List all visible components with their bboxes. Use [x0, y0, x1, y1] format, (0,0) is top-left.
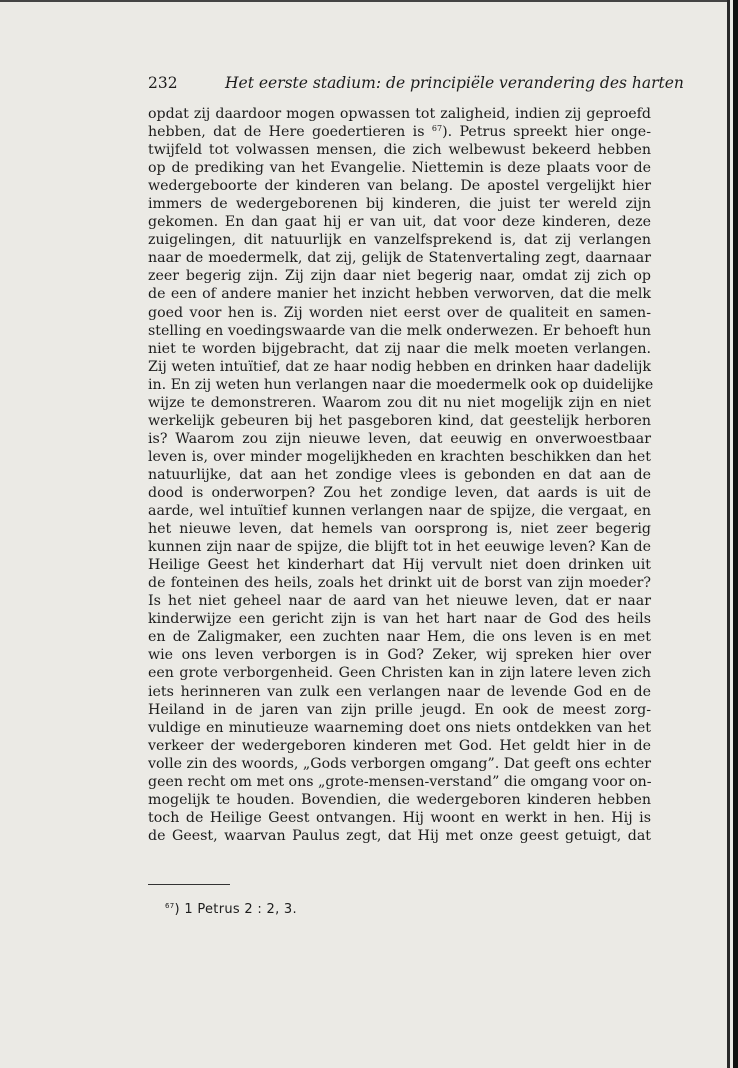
body-line: niet te worden bijgebracht, dat zij naar die melk moeten verlangen.: [148, 340, 651, 357]
body-line: [148, 123, 651, 141]
body-line: en de Zaligmaker, een zuchten naar Hem, die ons leven is en met: [148, 629, 651, 646]
body-line-text: ). Petrus spreekt hier onge-: [442, 124, 651, 141]
body-line: Is het niet geheel naar de aard van het nieuwe leven, dat er naar: [148, 593, 651, 610]
body-line: de fonteinen des heils, zoals het drinkt uit de borst van zijn moeder?: [148, 575, 651, 592]
body-line: kunnen zijn naar de spijze, die blijft tot in het eeuwige leven? Kan de: [148, 539, 651, 556]
page-edge-shadow: [733, 0, 738, 1068]
body-line: Heilige Geest het kinderhart dat Hij vervult niet doen drinken uit: [148, 557, 651, 574]
body-line: het nieuwe leven, dat hemels van oorsprong is, niet zeer begerig: [148, 521, 651, 538]
body-line: kinderwijze een gericht zijn is van het hart naar de God des heils: [148, 611, 651, 628]
footnote-ref: 67: [165, 902, 175, 910]
body-line: in. En zij weten hun verlangen naar die moedermelk ook op duidelijke: [148, 376, 654, 393]
body-line: dood is onderworpen? Zou het zondige leven, dat aards is uit de: [148, 484, 651, 501]
running-header: [148, 74, 684, 96]
body-line: wie ons leven verborgen is in God? Zeker, wij spreken hier over: [148, 647, 651, 664]
body-line: leven is, over minder mogelijkheden en krachten beschikken dan het: [148, 448, 651, 465]
body-line: wedergeboorte der kinderen van belang. De apostel vergelijkt hier: [148, 178, 651, 195]
body-line: volle zin des woords, „Gods verborgen omgang”. Dat geeft ons echter: [148, 755, 651, 772]
body-line: mogelijk te houden. Bovendien, die wedergeboren kinderen hebben: [148, 791, 651, 808]
body-line: een grote verborgenheid. Geen Christen kan in zijn latere leven zich: [148, 665, 651, 682]
body-line: de Geest, waarvan Paulus zegt, dat Hij met onze geest getuigt, dat: [148, 827, 651, 844]
footnote-separator: [148, 884, 230, 885]
body-line: vuldige en minutieuze waarneming doet ons niets ontdekken van het: [148, 719, 651, 736]
body-line: Zij weten intuïtief, dat ze haar nodig hebben en drinken haar dadelijk: [148, 358, 651, 375]
body-line: gekomen. En dan gaat hij er van uit, dat voor deze kinderen, deze: [148, 214, 651, 231]
page-edge-line: [727, 0, 730, 1068]
body-line: aarde, wel intuïtief kunnen verlangen naar de spijze, die vergaat, en: [148, 503, 651, 520]
body-line: natuurlijke, dat aan het zondige vlees is gebonden en dat aan de: [148, 466, 651, 483]
body-line: twijfeld tot volwassen mensen, die zich welbewust bekeerd hebben: [148, 142, 651, 159]
body-line: werkelijk gebeuren bij het pasgeboren kind, dat geestelijk herboren: [148, 412, 651, 429]
footnote: [165, 902, 297, 917]
body-text: [148, 105, 654, 845]
body-line: naar de moedermelk, dat zij, gelijk de Statenvertaling zegt, daarnaar: [148, 250, 651, 267]
body-line: goed voor hen is. Zij worden niet eerst over de qualiteit en samen-: [148, 304, 651, 321]
top-border-line: [0, 0, 728, 2]
body-line: iets herinneren van zulk een verlangen naar de levende God en de: [148, 683, 651, 700]
footnote-marker: 67: [431, 124, 443, 134]
body-line: opdat zij daardoor mogen opwassen tot zaligheid, indien zij geproefd: [148, 106, 651, 122]
body-line: de een of andere manier het inzicht hebben verworven, dat die melk: [148, 286, 651, 303]
running-title: Het eerste stadium: de principiële verandering des harten: [225, 74, 684, 92]
body-line: verkeer der wedergeboren kinderen met God. Het geldt hier in de: [148, 737, 651, 754]
body-line: wijze te demonstreren. Waarom zou dit nu niet mogelijk zijn en niet: [148, 394, 651, 411]
body-line-text: hebben, dat de Here goedertieren is: [148, 124, 425, 141]
body-line: immers de wedergeborenen bij kinderen, die juist ter wereld zijn: [148, 196, 651, 213]
body-line: zeer begerig zijn. Zij zijn daar niet begerig naar, omdat zij zich op: [148, 268, 651, 285]
footnote-text: ) 1 Petrus 2 : 2, 3.: [174, 902, 297, 917]
body-line: geen recht om met ons „grote-mensen-verstand” die omgang voor on-: [148, 773, 652, 790]
body-line: zuigelingen, dit natuurlijk en vanzelfsprekend is, dat zij verlangen: [148, 232, 651, 249]
body-line: op de prediking van het Evangelie. Niettemin is deze plaats voor de: [148, 160, 651, 177]
body-line: Heiland in de jaren van zijn prille jeugd. En ook de meest zorg-: [148, 701, 651, 718]
body-line: stelling en voedingswaarde van die melk onderwezen. Er behoeft hun: [148, 322, 651, 339]
body-line: toch de Heilige Geest ontvangen. Hij woont en werkt in hen. Hij is: [148, 809, 651, 826]
body-line: is? Waarom zou zijn nieuwe leven, dat eeuwig en onverwoestbaar: [148, 430, 651, 447]
page-number: 232: [148, 74, 178, 92]
